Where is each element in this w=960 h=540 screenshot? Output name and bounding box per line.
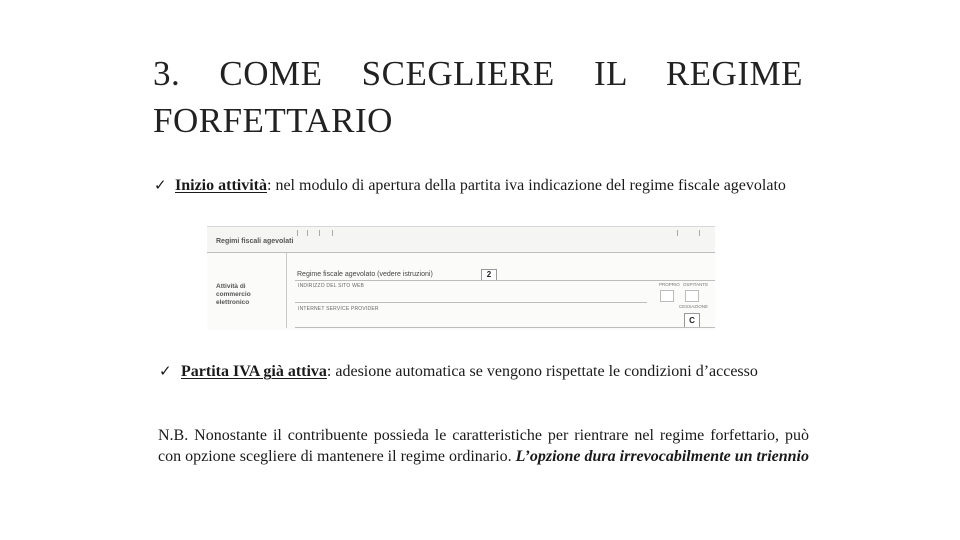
slide-title — [153, 50, 803, 144]
bullet-term: Inizio attività — [175, 177, 267, 194]
note-paragraph — [158, 425, 809, 467]
bullet-text — [154, 175, 794, 196]
bullet-description: : nel modulo di apertura della partita iva indicazione del regime fiscale agevolato — [267, 177, 786, 194]
form-tick — [332, 230, 333, 236]
form-field-provider: INTERNET SERVICE PROVIDER — [298, 306, 379, 312]
form-tick — [319, 230, 320, 236]
form-regime-value: 2 — [481, 269, 497, 281]
bullet-text — [159, 361, 809, 382]
bullet-partita-iva-attiva — [159, 361, 809, 382]
form-tick — [307, 230, 308, 236]
form-col-ospitante: OSPITANTE — [683, 282, 709, 287]
form-col-cessazione: CESSAZIONE — [679, 304, 709, 309]
form-tick — [677, 230, 678, 236]
check-icon: ✓ — [159, 362, 172, 380]
form-col-proprio: PROPRIO — [659, 282, 680, 287]
slide-title-line-2: FORFETTARIO — [153, 101, 393, 140]
form-rule — [295, 280, 715, 281]
bullet-description: : adesione automatica se vengono rispettate le condizioni d’accesso — [326, 363, 758, 380]
form-rule — [295, 302, 647, 303]
form-rule — [295, 327, 715, 328]
bullet-inizio-attivita — [154, 175, 794, 196]
form-section-commercio: Attività di commercio elettronico — [216, 283, 251, 306]
note-text: N.B. Nonostante il contribuente possieda le caratteristiche per rientrare nel regime forfettario, può con opzione scegliere di mantenere il regime ordinario. — [158, 427, 809, 465]
form-tick — [699, 230, 700, 236]
form-cessazione-value: C — [684, 313, 700, 328]
form-excerpt-image — [207, 226, 715, 330]
form-divider — [286, 252, 287, 328]
form-regime-label: Regime fiscale agevolato (vedere istruzioni) — [297, 271, 433, 278]
form-tick — [297, 230, 298, 236]
check-icon: ✓ — [154, 176, 167, 194]
form-checkbox-ospitante — [685, 290, 699, 302]
bullet-term: Partita IVA già attiva — [181, 363, 327, 380]
form-rule — [207, 252, 715, 253]
form-section-regimi: Regimi fiscali agevolati — [216, 238, 294, 245]
form-field-sito: INDIRIZZO DEL SITO WEB — [298, 283, 365, 289]
note-emphasis: L’opzione dura irrevocabilmente un triennio — [515, 448, 809, 465]
form-checkbox-proprio — [660, 290, 674, 302]
slide-title-line-1: 3. COME SCEGLIERE IL REGIME — [153, 54, 803, 93]
